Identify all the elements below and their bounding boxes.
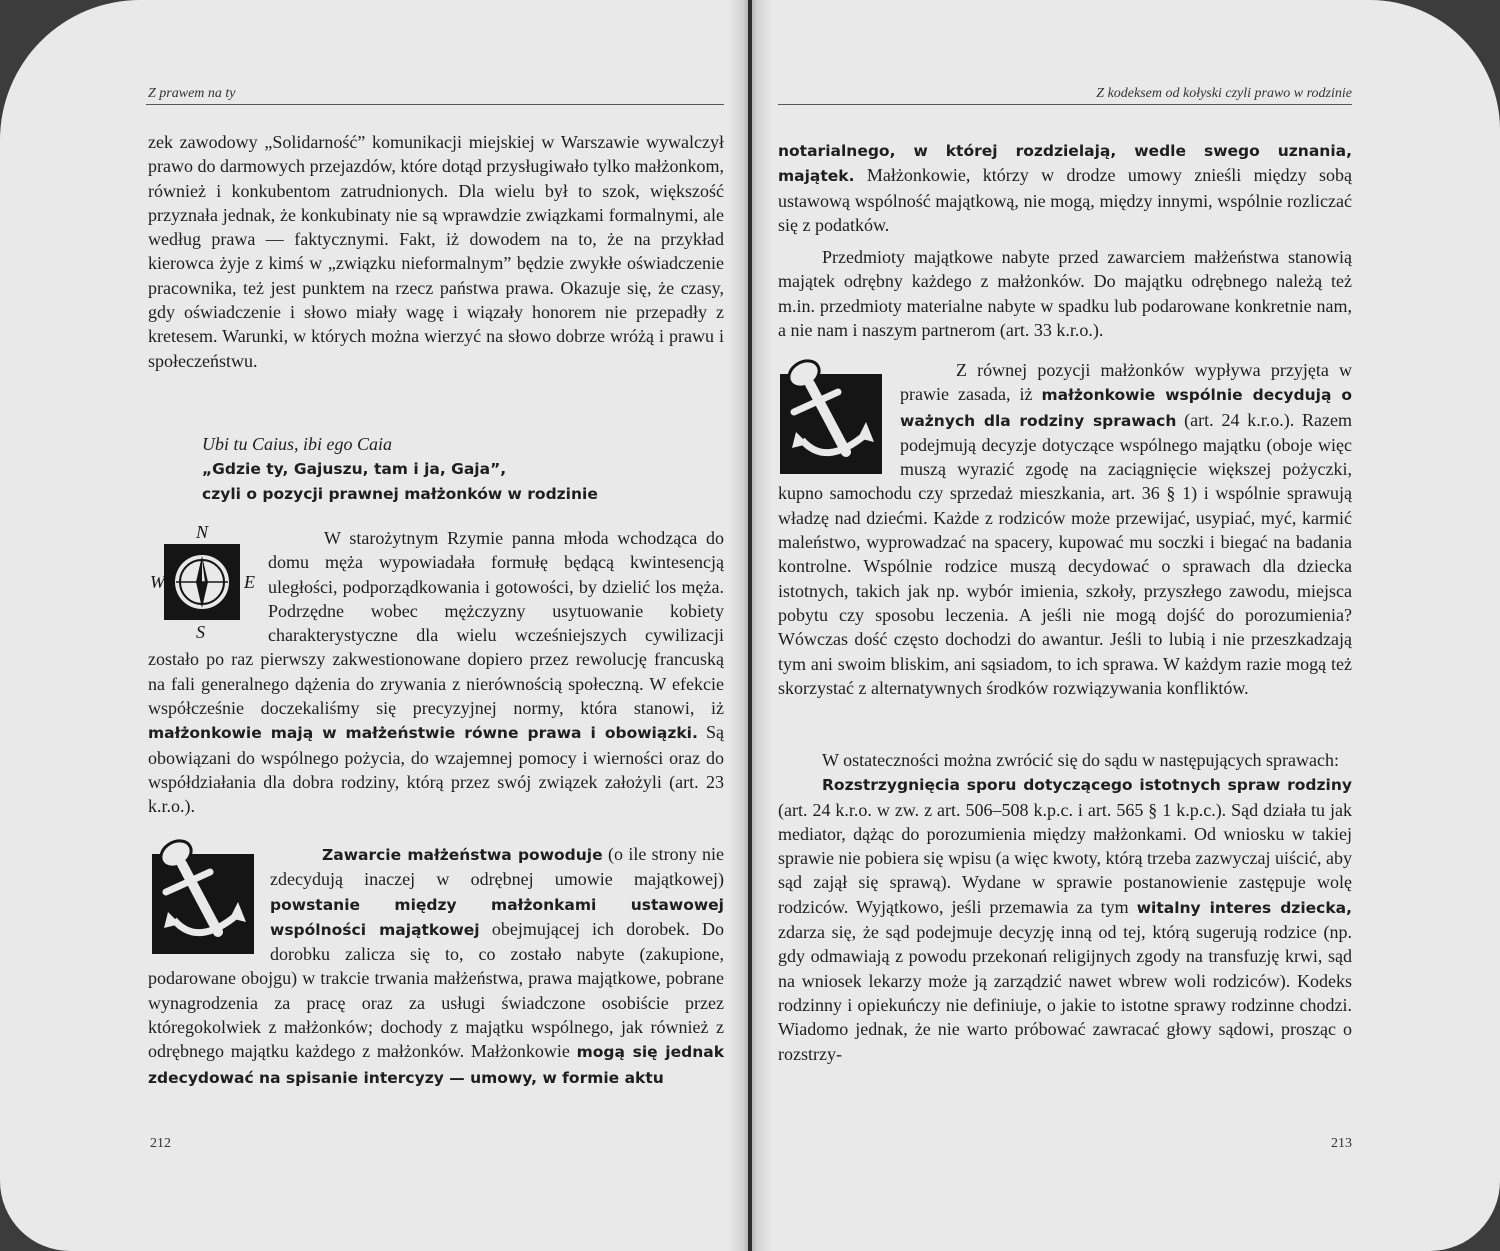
right-page [752, 0, 1500, 1251]
compass-south-label: S [196, 622, 205, 642]
compass-west-label: W [150, 572, 165, 592]
para4-text: W ostateczności można zwrócić się do sądu w następujących sprawach: [822, 750, 1339, 770]
paragraph-wrapper [148, 526, 724, 819]
para2-text-a: W starożytnym Rzymie panna młoda wchodząca do domu męża wypowiadała formułę będącą kwintesencją uległości, podporządkowania i gotowości, by dzielić los męża. Podrzędne wobec mężczyzny usytuowanie kobiety charakterystyczne dla wielu wcześniejszych cywilizacji zostało po raz pierwszy zakwestionowane dopiero przez rewolucję francuską na fali generalnego dążenia do zrywania z nierównością społeczną. W efekcie współcześnie doczekaliśmy się precyzyjnej normy, która stanowi, iż [148, 528, 724, 719]
right-paragraph-4 [778, 748, 1352, 1066]
para1-bold: notarialnego, w której rozdzielają, wedle swego uznania, majątek. [778, 142, 1352, 186]
para2-text-b: Są obowiązani do wspólnego pożycia, do wzajemnej pomocy i wierności oraz do współdziałania dla dobra rodziny, którą przez swój związek założyli (art. 23 k.r.o.). [148, 722, 725, 817]
right-header-rule [778, 104, 1352, 105]
para3-bold-2: powstanie między małżonkami ustawowej wspólności majątkowej [270, 895, 724, 939]
icon-space [148, 526, 268, 642]
para5-bold: Rozstrzygnięcia sporu dotyczącego istotnych spraw rodziny [822, 776, 1352, 795]
left-running-head: Z prawem na ty [148, 86, 236, 101]
left-paragraph-2 [148, 526, 724, 819]
para2-bold: małżonkowie mają w małżeństwie równe prawa i obowiązki. [148, 724, 698, 743]
paragraph-wrapper [778, 358, 1352, 700]
para3-bold: małżonkowie wspólnie decydują o ważnych dla rodziny sprawach [900, 386, 1352, 430]
para1-text: Małżonkowie, którzy w drodze umowy znieśli między sobą ustawową wspólność majątkową, nie mogą, między innymi, wspólnie rozliczać się z podatków. [778, 165, 1352, 235]
para5-text-a: (art. 24 k.r.o. w zw. z art. 506–508 k.p.c. i art. 565 § 1 k.p.c.). Sąd działa tu jak mediator, dążąc do porozumienia między małżonkami. Od wniosku w takiej sprawie nie pobiera się wpisu (a więc kwoty, którą trzeba zazwyczaj uiścić, aby sąd zajął się sprawą). Wydane w sprawie postanowienie zastępuje wolę rodziców. Wyjątkowo, jeśli przemawia za tym [778, 799, 1352, 917]
left-paragraph-1 [148, 130, 724, 373]
compass-north-label: N [195, 524, 209, 542]
left-page-number: 212 [150, 1136, 171, 1151]
section-heading [202, 432, 722, 507]
para3-text-a: (o ile strony nie zdecydują inaczej w odrębnej umowie majątkowej) [270, 844, 724, 890]
para5-bold-2: witalny interes dziecka, [1136, 898, 1352, 917]
heading-title: „Gdzie ty, Gajuszu, tam i ja, Gaja”, [202, 460, 507, 478]
paragraph-wrapper [778, 772, 1352, 1066]
para5-text-b: zdarza się, że sąd podejmuje decyzję inną od tej, którą sugerują rodzice (np. gdy odmawiają z powodu przekonań religijnych zgody na transfuzję krwi, sąd na wniosek lekarzy może ją zarządzić nawet wbrew woli rodziców). Kodeks rodzinny i opiekuńczy nie definiuje, o jakie to istotne sprawy rodzinne chodzi. Wiadomo jednak, że nie warto próbować zawracać głowy sądowi, prosząc o rozstrzy- [778, 922, 1352, 1064]
left-header-rule [146, 104, 724, 105]
icon-space [778, 358, 900, 474]
left-page [0, 0, 748, 1251]
icon-space [148, 842, 270, 962]
paragraph-wrapper [778, 138, 1352, 237]
para3-bold-3: mogą się jednak zdecydować na spisanie intercyzy — umowy, w formie aktu [148, 1043, 724, 1087]
heading-subtitle: czyli o pozycji prawnej małżonków w rodzinie [202, 485, 598, 503]
compass-east-label: E [244, 572, 255, 592]
right-paragraph-3 [778, 358, 1352, 700]
right-paragraph-1 [778, 138, 1352, 342]
para3-text-b: obejmującej ich dorobek. Do dorobku zalicza się to, co zostało nabyte (zakupione, podarowane obojgu) w trakcie trwania małżeństwa, prawa majątkowe, pobrane wynagrodzenia za pracę oraz za usługi świadczone osobiście przez któregokolwiek z małżonków; dochody z majątku wspólnego, jak również z odrębnego majątku każdego z małżonków. Małżonkowie [148, 918, 724, 1062]
book-gutter [728, 0, 772, 1251]
left-paragraph-3 [148, 842, 724, 1090]
right-paragraph-2: Przedmioty majątkowe nabyte przed zawarciem małżeństwa stanowią majątek odrębny każdego z małżonków. Do majątku odrębnego należą też m.in. przedmioty materialne nabyte w spadku lub podarowane konkretnie nam, a nie nam i naszym partnerom (art. 33 k.r.o.). [778, 247, 1352, 341]
paragraph-text: zek zawodowy „Solidarność” komunikacji miejskiej w Warszawie wywalczył prawo do darmowych przejazdów, które dotąd przysługiwało tylko małżonkom, również i konkubentom zatrudnionych. Dla wielu był to szok, większość przyznała jednak, że konkubinaty nie są wprawdzie związkami formalnymi, ale według prawa — faktycznymi. Fakt, iż dowodem na to, że na przykład kierowca żyje z kimś w „związku nieformalnym” będzie zwykłe oświadczenie pracownika, też jest punktem na rzecz państwa prawa. Okazuje się, że czasy, gdy oświadczenie i słowo miały wagę i wiązały honorem nie przepadły z kretesem. Warunki, w których można wierzyć na słowo dobrze wróżą i prawu i społeczeństwu. [148, 132, 724, 371]
right-running-head: Z kodeksem od kołyski czyli prawo w rodzinie [1096, 86, 1352, 101]
para3-bold-1: Zawarcie małżeństwa powoduje [322, 846, 603, 864]
right-page-number: 213 [1331, 1136, 1352, 1151]
para3-text-b: (art. 24 k.r.o.). Razem podejmują decyzje dotyczące wspólnego majątku (oboje więc muszą wyrazić zgodę na zaciągnięcie większej pożyczki, kupno samochodu czy sprzedaż mieszkania, art. 36 § 1) i wspólnie sprawują władzę nad dziećmi. Każde z rodziców może przewijać, usypiać, myć, karmić maleństwo, wyprowadzać na spacery, kupować mu soczki i biegać na badania kontrolne. Wspólnie rodzice muszą decydować o sprawach dla dziecka istotnych, takich jak np. wybór imienia, szkoły, przyszłego zawodu, miejsca pobytu czy sposobu leczenia. A jeśli nie mogą dojść do porozumienia? Wówczas dość często dochodzi do awantur. Jeśli to lubią i nie przeszkadzają tym ani swoim bliskim, ani sąsiadom, to ich sprawa. W każdym razie mogą też skorzystać z alternatywnych środków rozwiązywania konfliktów. [778, 409, 1352, 698]
paragraph-wrapper [148, 842, 724, 1090]
para3-text-a: Z równej pozycji małżonków wypływa przyjęta w prawie zasada, iż [900, 360, 1352, 405]
heading-latin: Ubi tu Caius, ibi ego Caia [202, 434, 393, 454]
